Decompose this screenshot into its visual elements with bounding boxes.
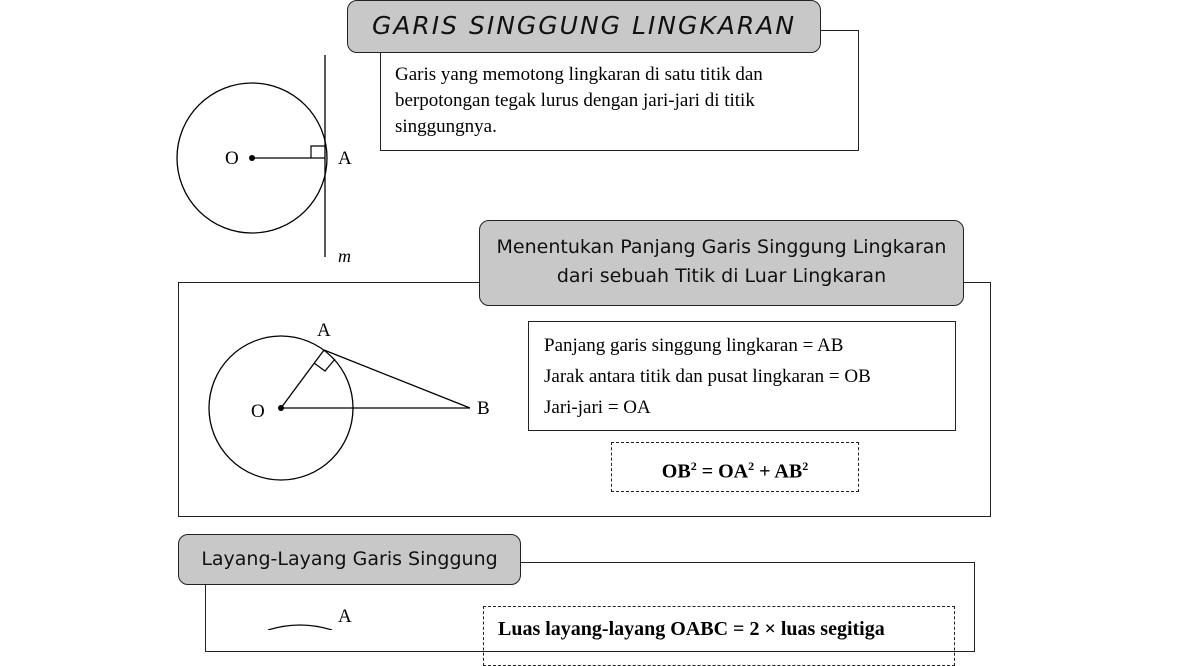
formula-box: $OB^2 = OA^2 + AB^2$ [611,442,859,492]
section3-title-tab [178,534,521,585]
info-box [528,321,956,431]
radius-oa [281,350,324,408]
tangent-ab [324,350,470,408]
section2-title-line1: Menentukan Panjang Garis Singgung Lingkaran [496,236,947,258]
external-tangent-diagram [200,312,510,487]
label-m: m [338,246,351,266]
formula-oa: OA [718,460,749,483]
right-angle-mark [314,359,335,371]
formula-ob: OB [661,460,691,483]
section1-title: GARIS SINGGUNG LINGKARAN [371,11,797,40]
center-point [249,155,255,161]
label-o: O [225,148,239,169]
kite-formula-box [483,606,955,666]
section3-title: Layang-Layang Garis Singgung [201,548,498,570]
label-a: A [317,320,331,341]
kite-formula-text: Luas layang-layang OABC = 2 × luas segitiga [498,618,885,640]
section2-title-tab [479,220,964,306]
section1-title-tab [347,0,821,53]
info-line-2: Jarak antara titik dan pusat lingkaran = OB [544,366,871,387]
label-a: A [338,148,352,169]
right-angle-mark [311,146,325,158]
kite-circle-partial [268,625,332,630]
tangent-diagram [170,50,370,270]
label-o: O [251,401,265,422]
formula-ab: AB [774,460,803,483]
info-line-1: Panjang garis singgung lingkaran = AB [544,335,844,356]
section2-title-line2: dari sebuah Titik di Luar Lingkaran [556,265,887,287]
info-line-3: Jari-jari = OA [544,397,651,418]
label-a: A [338,606,352,627]
center-point [278,405,284,411]
kite-diagram [230,600,370,630]
label-b: B [477,398,490,419]
definition-text: Garis yang memotong lingkaran di satu titik dan berpotongan tegak lurus dengan jari-jari di titik singgungnya. [395,64,763,137]
